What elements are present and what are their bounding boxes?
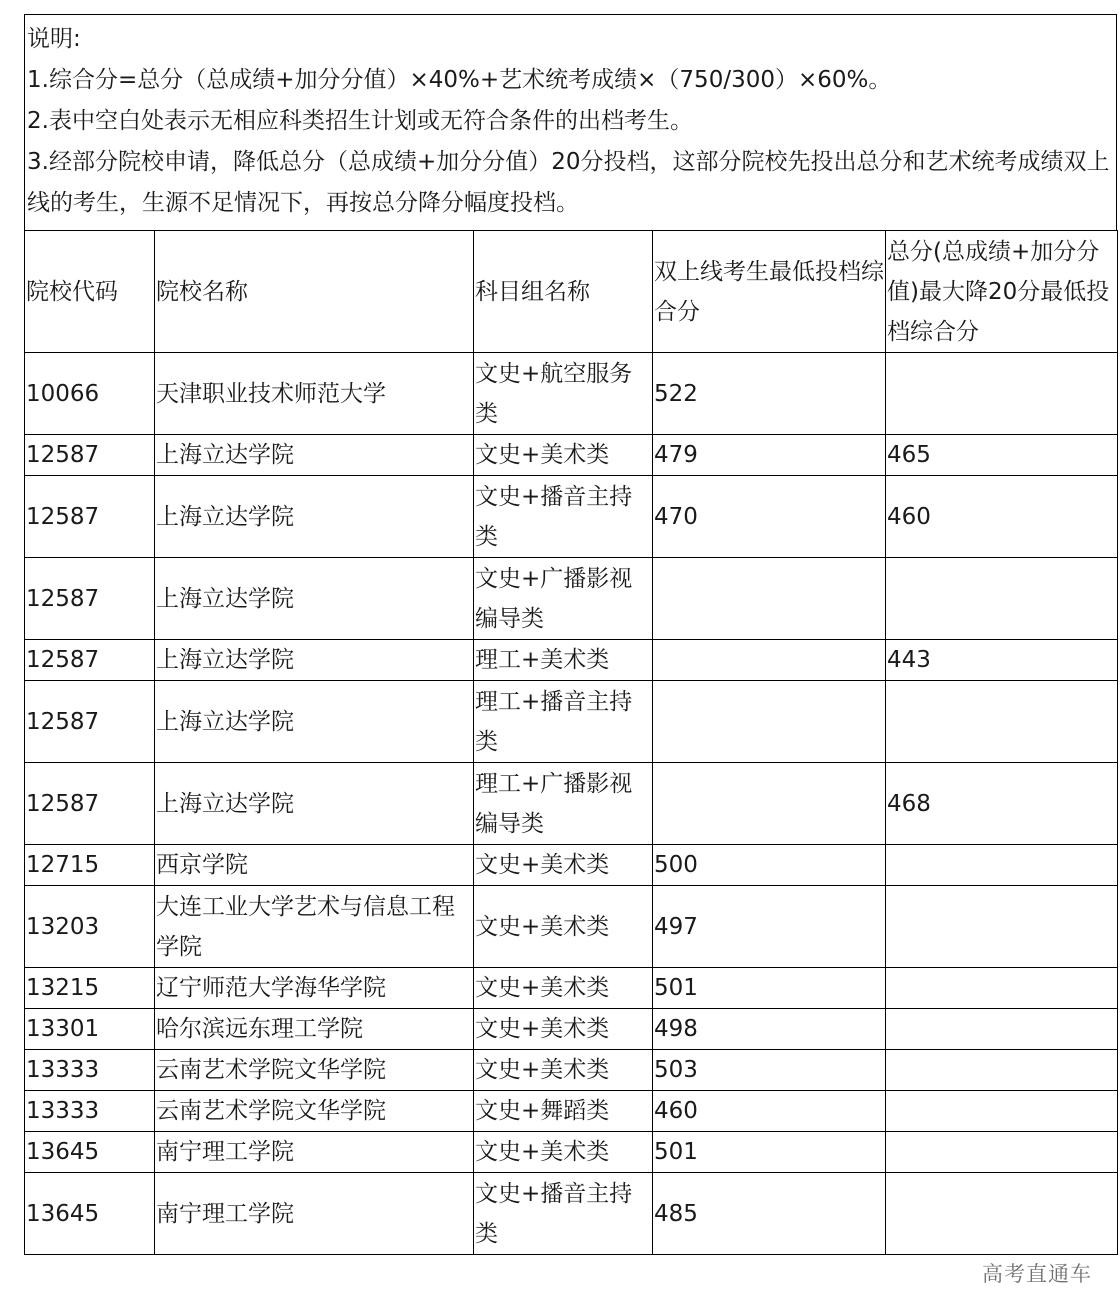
- table-row: [25, 681, 1118, 763]
- note-line-2: 2.表中空白处表示无相应科类招生计划或无符合条件的出档考生。: [27, 108, 693, 134]
- dual-line-score-cell: 503: [653, 1050, 886, 1091]
- school-code-cell: 10066: [25, 353, 155, 435]
- dual-line-score-cell: [653, 640, 886, 681]
- table-row: [25, 1173, 1118, 1255]
- school-code-cell: 13333: [25, 1050, 155, 1091]
- subject-group-cell: 文史+播音主持类: [474, 1173, 653, 1255]
- reduced-score-cell: [886, 353, 1118, 435]
- school-name-cell: 南宁理工学院: [155, 1132, 474, 1173]
- subject-group-cell: 文史+美术类: [474, 1050, 653, 1091]
- table-row: [25, 886, 1118, 968]
- subject-group-cell: 文史+航空服务类: [474, 353, 653, 435]
- subject-group-cell: 文史+广播影视编导类: [474, 558, 653, 640]
- subject-group-cell: 文史+舞蹈类: [474, 1091, 653, 1132]
- note-line-1: 1.综合分=总分（总成绩+加分分值）×40%+艺术统考成绩×（750/300）×60%。: [27, 67, 892, 93]
- reduced-score-cell: 468: [886, 763, 1118, 845]
- table-row: [25, 476, 1118, 558]
- reduced-score-cell: [886, 968, 1118, 1009]
- school-name-cell: 上海立达学院: [155, 640, 474, 681]
- school-name-cell: 大连工业大学艺术与信息工程学院: [155, 886, 474, 968]
- subject-group-cell: 文史+美术类: [474, 1132, 653, 1173]
- dual-line-score-cell: 498: [653, 1009, 886, 1050]
- table-row: [25, 1091, 1118, 1132]
- reduced-score-cell: [886, 1009, 1118, 1050]
- school-name-cell: 南宁理工学院: [155, 1173, 474, 1255]
- subject-group-cell: 文史+美术类: [474, 845, 653, 886]
- reduced-score-cell: [886, 558, 1118, 640]
- school-name-cell: 上海立达学院: [155, 435, 474, 476]
- table-header-row: [25, 231, 1118, 353]
- table-row: [25, 353, 1118, 435]
- school-name-cell: 哈尔滨远东理工学院: [155, 1009, 474, 1050]
- school-name-cell: 云南艺术学院文华学院: [155, 1050, 474, 1091]
- table-row: [25, 640, 1118, 681]
- school-name-cell: 上海立达学院: [155, 476, 474, 558]
- dual-line-score-cell: 460: [653, 1091, 886, 1132]
- dual-line-score-cell: 501: [653, 968, 886, 1009]
- reduced-score-cell: 460: [886, 476, 1118, 558]
- subject-group-cell: 文史+美术类: [474, 886, 653, 968]
- reduced-score-cell: [886, 681, 1118, 763]
- table-row: [25, 763, 1118, 845]
- header-subject-group: 科目组名称: [474, 231, 653, 353]
- subject-group-cell: 文史+播音主持类: [474, 476, 653, 558]
- subject-group-cell: 理工+美术类: [474, 640, 653, 681]
- school-code-cell: 12587: [25, 558, 155, 640]
- watermark: 高考直通车: [982, 1262, 1092, 1286]
- school-code-cell: 13203: [25, 886, 155, 968]
- school-name-cell: 上海立达学院: [155, 681, 474, 763]
- school-code-cell: 12587: [25, 435, 155, 476]
- school-code-cell: 12587: [25, 763, 155, 845]
- school-code-cell: 13333: [25, 1091, 155, 1132]
- school-name-cell: 上海立达学院: [155, 763, 474, 845]
- reduced-score-cell: [886, 845, 1118, 886]
- school-code-cell: 13215: [25, 968, 155, 1009]
- dual-line-score-cell: 470: [653, 476, 886, 558]
- table-row: [25, 968, 1118, 1009]
- reduced-score-cell: [886, 886, 1118, 968]
- header-dual-line-score: 双上线考生最低投档综合分: [653, 231, 886, 353]
- dual-line-score-cell: [653, 681, 886, 763]
- dual-line-score-cell: 500: [653, 845, 886, 886]
- school-code-cell: 12587: [25, 640, 155, 681]
- notes-section: [24, 14, 1117, 230]
- dual-line-score-cell: 497: [653, 886, 886, 968]
- reduced-score-cell: 443: [886, 640, 1118, 681]
- reduced-score-cell: [886, 1050, 1118, 1091]
- table-row: [25, 558, 1118, 640]
- school-code-cell: 12587: [25, 681, 155, 763]
- school-name-cell: 辽宁师范大学海华学院: [155, 968, 474, 1009]
- subject-group-cell: 文史+美术类: [474, 435, 653, 476]
- school-name-cell: 天津职业技术师范大学: [155, 353, 474, 435]
- reduced-score-cell: [886, 1132, 1118, 1173]
- school-code-cell: 13645: [25, 1173, 155, 1255]
- school-code-cell: 13645: [25, 1132, 155, 1173]
- dual-line-score-cell: 522: [653, 353, 886, 435]
- table-row: [25, 845, 1118, 886]
- header-school-code: 院校代码: [25, 231, 155, 353]
- note-line-3: 3.经部分院校申请，降低总分（总成绩+加分分值）20分投档，这部分院校先投出总分和艺术统考成绩双上线的考生，生源不足情况下，再按总分降分幅度投档。: [27, 149, 1110, 216]
- school-name-cell: 上海立达学院: [155, 558, 474, 640]
- school-code-cell: 12587: [25, 476, 155, 558]
- notes-title: 说明:: [27, 26, 81, 52]
- reduced-score-cell: 465: [886, 435, 1118, 476]
- subject-group-cell: 理工+播音主持类: [474, 681, 653, 763]
- header-school-name: 院校名称: [155, 231, 474, 353]
- subject-group-cell: 文史+美术类: [474, 1009, 653, 1050]
- table-row: [25, 1009, 1118, 1050]
- dual-line-score-cell: 485: [653, 1173, 886, 1255]
- table-row: [25, 435, 1118, 476]
- table-row: [25, 1132, 1118, 1173]
- dual-line-score-cell: [653, 763, 886, 845]
- school-code-cell: 12715: [25, 845, 155, 886]
- dual-line-score-cell: [653, 558, 886, 640]
- admission-document: [24, 14, 1117, 1255]
- reduced-score-cell: [886, 1173, 1118, 1255]
- header-reduced-score: 总分(总成绩+加分分值)最大降20分最低投档综合分: [886, 231, 1118, 353]
- reduced-score-cell: [886, 1091, 1118, 1132]
- table-row: [25, 1050, 1118, 1091]
- dual-line-score-cell: 501: [653, 1132, 886, 1173]
- subject-group-cell: 文史+美术类: [474, 968, 653, 1009]
- school-code-cell: 13301: [25, 1009, 155, 1050]
- dual-line-score-cell: 479: [653, 435, 886, 476]
- subject-group-cell: 理工+广播影视编导类: [474, 763, 653, 845]
- school-name-cell: 云南艺术学院文华学院: [155, 1091, 474, 1132]
- school-name-cell: 西京学院: [155, 845, 474, 886]
- admission-score-table: [24, 230, 1118, 1255]
